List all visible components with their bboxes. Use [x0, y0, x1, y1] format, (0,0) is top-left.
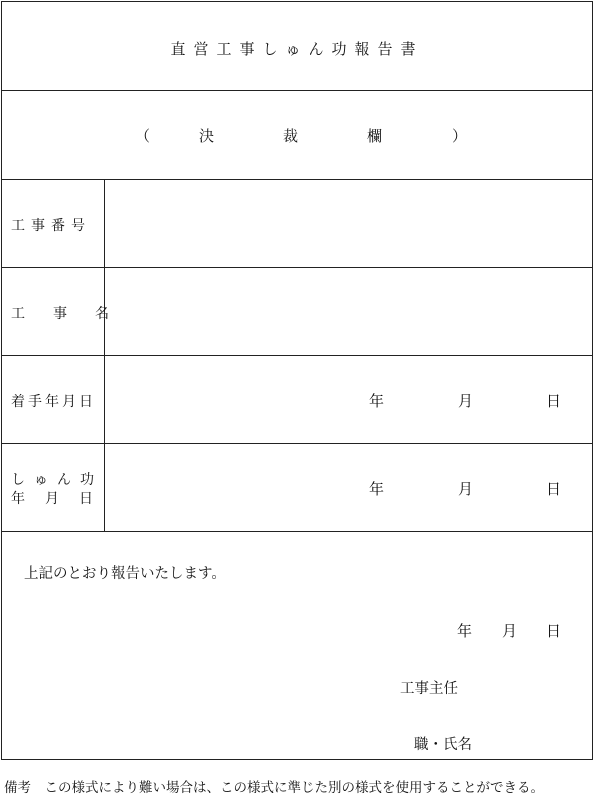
completion-day-unit: 日 [546, 480, 562, 498]
construction-number-field[interactable] [105, 180, 592, 267]
title-row [2, 2, 592, 91]
row-construction-name [2, 268, 592, 356]
remark-note: 備考 この様式により難い場合は、この様式に準じた別の様式を使用することができる。 [4, 780, 544, 796]
decision-close-paren: ） [452, 127, 468, 145]
start-day-unit: 日 [546, 392, 562, 410]
label-cell [2, 444, 105, 531]
supervisor-role-label: 工事主任 [400, 681, 458, 697]
decision-row [2, 91, 592, 180]
decision-label: 決 裁 欄 [199, 127, 389, 145]
start-date-field[interactable] [105, 356, 592, 443]
row-construction-number [2, 180, 592, 268]
label-cell [2, 356, 105, 443]
start-year-unit: 年 [369, 392, 385, 410]
completion-year-unit: 年 [369, 480, 385, 498]
completion-label-line2: 年 月 日 [11, 491, 96, 507]
completion-month-unit: 月 [458, 480, 474, 498]
completion-label-line1: しゅん功 [11, 472, 103, 488]
construction-number-label: 工事番号 [11, 218, 91, 234]
row-completion-date [2, 444, 592, 532]
form-title: 直営工事しゅん功報告書 [170, 40, 424, 58]
report-footer [2, 532, 592, 761]
position-name-label: 職・氏名 [414, 737, 472, 753]
start-month-unit: 月 [458, 392, 474, 410]
report-date-day: 日 [546, 622, 562, 640]
report-date-month: 月 [502, 622, 518, 640]
construction-name-label: 工 事 名 [11, 306, 109, 322]
decision-open-paren: （ [135, 127, 151, 145]
start-date-label: 着手年月日 [11, 394, 96, 410]
report-form [1, 1, 593, 760]
label-cell [2, 268, 109, 355]
label-cell [2, 180, 105, 267]
report-date-year: 年 [457, 622, 473, 640]
completion-date-field[interactable] [105, 444, 592, 531]
construction-name-field[interactable] [105, 268, 592, 355]
row-start-date [2, 356, 592, 444]
report-statement: 上記のとおり報告いたします。 [24, 566, 226, 582]
